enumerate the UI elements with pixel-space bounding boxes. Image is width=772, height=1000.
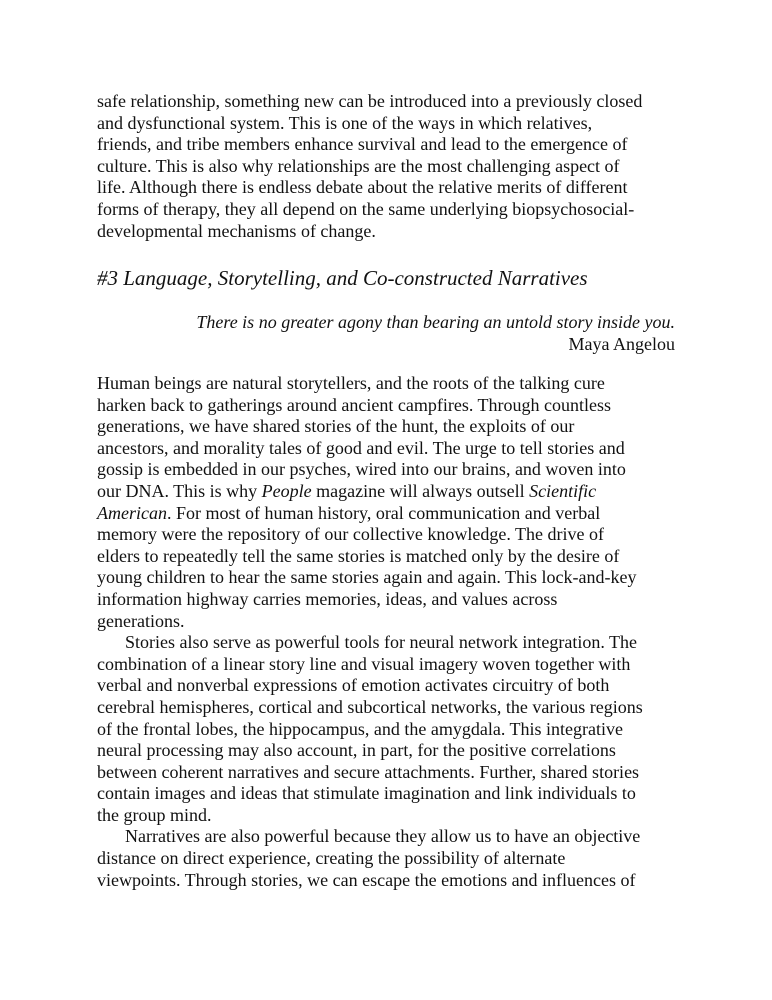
text-line: culture. This is also why relationships are the most challenging aspect of xyxy=(97,155,620,176)
text-line: gossip is embedded in our psyches, wired into our brains, and woven into xyxy=(97,459,626,480)
text-line: contain images and ideas that stimulate imagination and link individuals to xyxy=(97,783,636,804)
text-run: magazine will always outsell xyxy=(311,480,530,501)
text-line: developmental mechanisms of change. xyxy=(97,220,376,241)
italic-title-american: American xyxy=(97,502,167,523)
text-line: between coherent narratives and secure attachments. Further, shared stories xyxy=(97,761,640,782)
text-line: combination of a linear story line and visual imagery woven together with xyxy=(97,653,631,674)
text-line: safe relationship, something new can be introduced into a previously closed xyxy=(97,91,643,111)
text-line: distance on direct experience, creating the possibility of alternate xyxy=(97,848,566,869)
text-line xyxy=(97,481,687,503)
epigraph xyxy=(97,312,675,355)
italic-title-scientific: Scientific xyxy=(529,480,597,501)
text-line: life. Although there is endless debate about the relative merits of different xyxy=(97,177,628,198)
text-line: viewpoints. Through stories, we can escape the emotions and influences of xyxy=(97,869,636,890)
text-line: the group mind. xyxy=(97,804,212,825)
text-line: memory were the repository of our collective knowledge. The drive of xyxy=(97,524,604,545)
text-line: ancestors, and morality tales of good and evil. The urge to tell stories and xyxy=(97,437,625,458)
text-line: generations, we have shared stories of the hunt, the exploits of our xyxy=(97,416,575,437)
text-line: and dysfunctional system. This is one of the ways in which relatives, xyxy=(97,112,593,133)
text-line: elders to repeatedly tell the same stories is matched only by the desire of xyxy=(97,545,620,566)
text-run: our DNA. This is why xyxy=(97,480,262,501)
text-line: Narratives are also powerful because they allow us to have an objective xyxy=(125,826,641,847)
text-line: verbal and nonverbal expressions of emotion activates circuitry of both xyxy=(97,675,610,696)
text-run: . For most of human history, oral communication and verbal xyxy=(166,502,601,523)
text-line: Human beings are natural storytellers, and the roots of the talking cure xyxy=(97,373,605,393)
text-line xyxy=(97,503,687,525)
text-line: Stories also serve as powerful tools for neural network integration. The xyxy=(125,632,638,653)
text-line: generations. xyxy=(97,610,185,631)
section-heading: #3 Language, Storytelling, and Co-constructed Narratives xyxy=(97,266,588,290)
intro-paragraph xyxy=(97,91,687,242)
text-line: cerebral hemispheres, cortical and subcortical networks, the various regions xyxy=(97,696,643,717)
text-line: friends, and tribe members enhance survival and lead to the emergence of xyxy=(97,134,628,155)
text-line: forms of therapy, they all depend on the same underlying biopsychosocial- xyxy=(97,198,635,219)
text-line: information highway carries memories, ideas, and values across xyxy=(97,588,558,609)
text-line: young children to hear the same stories again and again. This lock-and-key xyxy=(97,567,637,588)
italic-title-people: People xyxy=(261,480,312,501)
text-line: of the frontal lobes, the hippocampus, and the amygdala. This integrative xyxy=(97,718,624,739)
epigraph-quote: There is no greater agony than bearing an untold story inside you. xyxy=(196,312,675,332)
body-paragraph-1 xyxy=(97,373,687,891)
text-line: neural processing may also account, in part, for the positive correlations xyxy=(97,740,616,761)
epigraph-author: Maya Angelou xyxy=(568,333,675,354)
text-line: harken back to gatherings around ancient campfires. Through countless xyxy=(97,394,612,415)
